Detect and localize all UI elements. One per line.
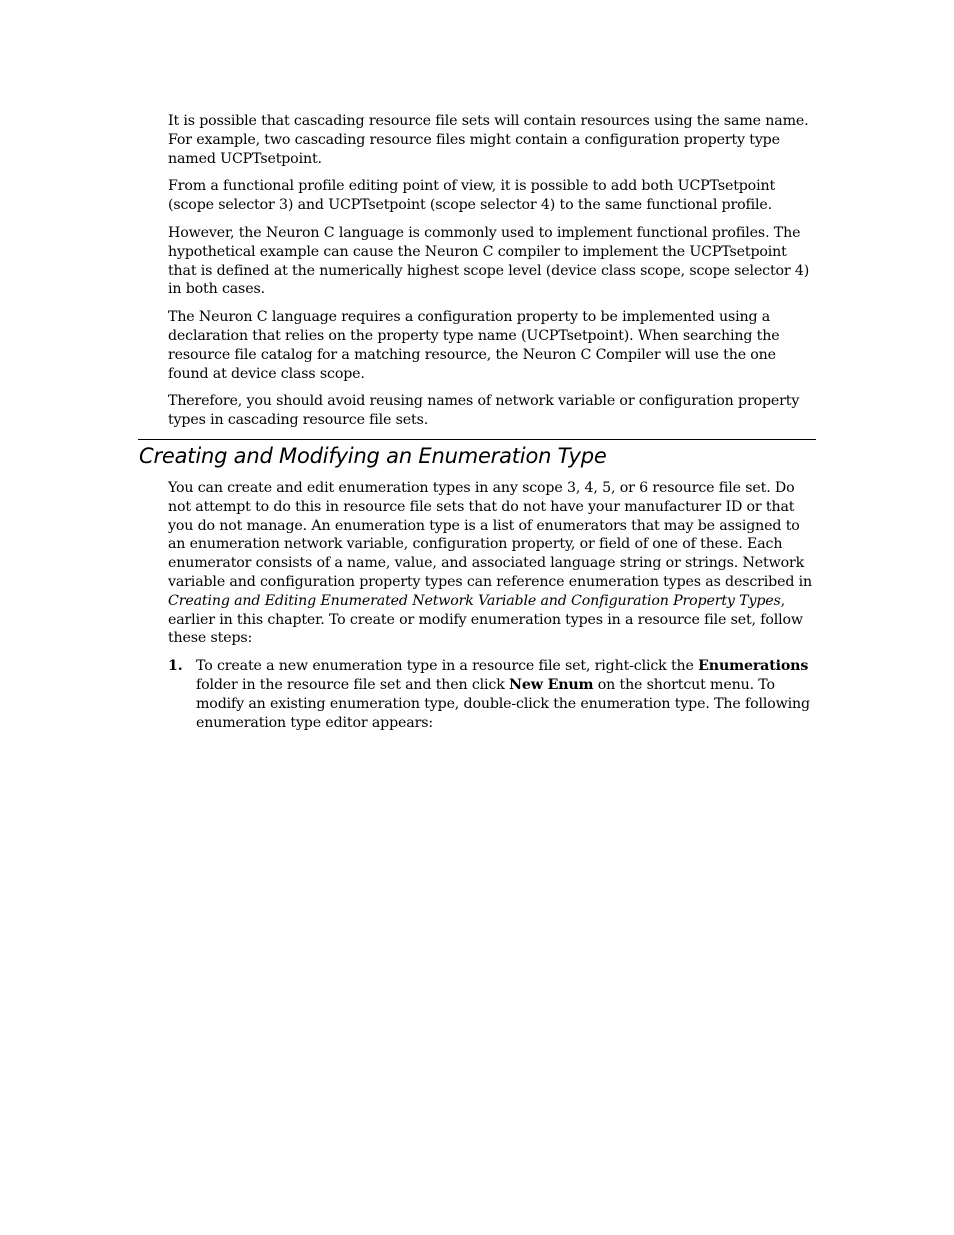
step-text-2: folder in the resource file set and then click [196, 676, 510, 693]
intro-text-end: , earlier in this chapter. To create or modify enumeration types in a resource file set, follow these steps: [168, 592, 803, 647]
paragraph-avoid-reuse: Therefore, you should avoid reusing names of network variable or configuration property types in cascading resource file sets. [168, 393, 800, 429]
list-item [168, 657, 816, 732]
paragraph-neuron-c-implementation: However, the Neuron C language is commonly used to implement functional profiles. The hypothetical example can cause the Neuron C compiler to implement the UCPTsetpoint that is defined at the numerically highest scope level (device class scope, scope selector 4) in both cases. [168, 224, 810, 298]
step-text-1: To create a new enumeration type in a resource file set, right-click the [196, 658, 699, 675]
step-bold-new-enum: New Enum [509, 676, 594, 693]
intro-text-start: You can create and edit enumeration types in any scope 3, 4, 5, or 6 resource file set. Do not attempt to do this in resource file sets that do not have your manufacturer ID or that you do not manage. An enumeration type is a list of enumerators that may be assigned to an enumeration network variable, configuration property, or field of one of these. Each enumerator consists of a name, value, and associated language string or strings. Network variable and configuration property types can reference enumeration types as described in [168, 480, 813, 590]
intro-reference-title: Creating and Editing Enumerated Network Variable and Configuration Property Types [168, 592, 781, 609]
section-heading: Creating and Modifying an Enumeration Type [139, 444, 607, 468]
top-paragraphs [168, 112, 816, 439]
paragraph-neuron-c-declaration: The Neuron C language requires a configuration property to be implemented using a declaration that relies on the property type name (UCPTsetpoint). When searching the resource file catalog for a matching resource, the Neuron C Compiler will use the one found at device class scope. [168, 309, 780, 382]
section-intro-paragraph [168, 479, 816, 648]
step-bold-enumerations: Enumerations [698, 658, 809, 675]
section-body [168, 479, 816, 732]
paragraph-functional-profile: From a functional profile editing point of view, it is possible to add both UCPTsetpoint (scope selector 3) and UCPTsetpoint (scope selector 4) to the same functional profile. [168, 178, 776, 214]
step-number: 1. [168, 658, 183, 675]
steps-list [168, 657, 816, 732]
paragraph-cascading-names: It is possible that cascading resource file sets will contain resources using the same name. For example, two cascading resource files might contain a configuration property type named UCPTsetpoint. [168, 113, 809, 167]
step-text-3: on the shortcut menu. To modify an existing enumeration type, double-click the enumeration type. The following enumeration type editor appears: [196, 676, 810, 731]
section-divider [138, 439, 816, 440]
